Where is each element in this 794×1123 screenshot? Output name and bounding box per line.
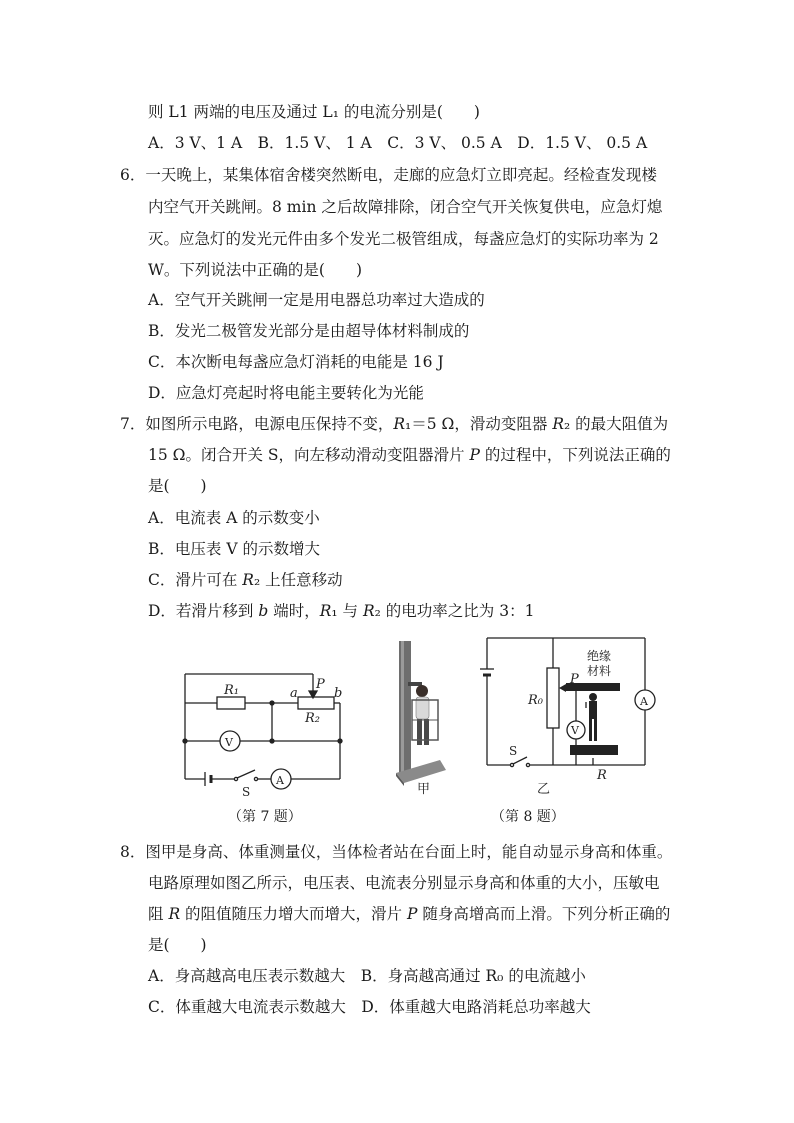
q6-option-d: D．应急灯亮起时将电能主要转化为光能 — [148, 384, 424, 402]
fig8-circuit — [480, 638, 655, 767]
q6-option-c: C．本次断电每盏应急灯消耗的电能是 16 J — [148, 353, 444, 371]
q7-option-b: B．电压表 V 的示数增大 — [148, 540, 320, 558]
fig8-label-jia: 甲 — [417, 782, 431, 797]
q6-stem-line3: 灭。应急灯的发光元件由多个发光二极管组成，每盏应急灯的实际功率为 2 — [148, 230, 659, 248]
q8-stem-line1: 8．图甲是身高、体重测量仪，当体检者站在台面上时，能自动显示身高和体重。 — [120, 843, 673, 861]
q6-stem-line4: W。下列说法中正确的是( ) — [148, 261, 363, 279]
q7-stem-line1: 7．如图所示电路，电源电压保持不变，R₁＝5 Ω，滑动变阻器 R₂ 的最大阻值为 — [120, 415, 669, 433]
fig8-label-insulation-1: 绝缘 — [587, 649, 612, 663]
q7-option-d: D．若滑片移到 b 端时，R₁ 与 R₂ 的电功率之比为 3：1 — [148, 602, 535, 620]
fig8-label-v: V — [571, 724, 579, 737]
fig7-r1-resistor — [217, 697, 245, 709]
q5-options: A．3 V、1 A B．1.5 V、 1 A C．3 V、 0.5 A D．1.5 V、 0.5 A — [148, 134, 648, 152]
fig7-label-a-meter: A — [276, 774, 284, 787]
q8-options-cd: C．体重越大电流表示数越大 D．体重越大电路消耗总功率越大 — [148, 998, 591, 1016]
fig8-device-photo — [396, 641, 446, 786]
q8-options-ab: A．身高越高电压表示数越大 B．身高越高通过 R₀ 的电流越小 — [148, 967, 586, 985]
fig8-label-r: R — [597, 768, 607, 783]
q8-stem-line3: 阻 R 的阻值随压力增大而增大，滑片 P 随身高增高而上滑。下列分析正确的 — [148, 905, 671, 923]
fig8-label-insulation-2: 材料 — [587, 664, 612, 678]
q8-stem-line4: 是( ) — [148, 936, 207, 954]
fig8-caption: （第 8 题） — [491, 809, 565, 825]
fig7-label-s: S — [242, 785, 251, 799]
fig7-switch-blade — [237, 770, 255, 778]
fig7-label-a: a — [290, 686, 298, 701]
q6-option-a: A．空气开关跳闸一定是用电器总功率过大造成的 — [148, 291, 485, 309]
fig8-label-r0: R₀ — [528, 693, 543, 708]
fig7-r2-rheostat — [298, 697, 334, 709]
fig8-label-p: P — [570, 672, 579, 687]
q8-stem-line2: 电路原理如图乙所示，电压表、电流表分别显示身高和体重的大小，压敏电 — [148, 874, 660, 892]
fig8-label-s: S — [509, 744, 518, 758]
fig8-switch-blade — [513, 757, 527, 764]
figures-svg — [0, 630, 794, 830]
fig7-label-r1: R₁ — [224, 683, 239, 698]
fig7-label-b: b — [334, 686, 343, 701]
fig8-pressure-plate — [570, 745, 618, 755]
fig8-label-a-meter: A — [640, 695, 648, 708]
fig8-r0-resistor — [547, 668, 559, 728]
q5-stem-tail: 则 L1 两端的电压及通过 L₁ 的电流分别是( ) — [148, 103, 480, 121]
q7-option-a: A．电流表 A 的示数变小 — [148, 509, 320, 527]
fig8-slider-arrow — [559, 684, 566, 692]
q7-stem-line3: 是( ) — [148, 477, 207, 495]
fig8-person-figure — [589, 693, 597, 741]
q6-option-b: B．发光二极管发光部分是由超导体材料制成的 — [148, 322, 470, 340]
fig7-caption: （第 7 题） — [228, 809, 302, 825]
figures-row — [0, 630, 794, 830]
fig7-label-v: V — [225, 736, 233, 749]
q6-stem-line2: 内空气开关跳闸。8 min 之后故障排除，闭合空气开关恢复供电，应急灯熄 — [148, 198, 663, 216]
q7-stem-line2: 15 Ω。闭合开关 S，向左移动滑动变阻器滑片 P 的过程中，下列说法正确的 — [148, 446, 671, 464]
fig8-label-yi: 乙 — [537, 782, 551, 797]
q6-stem-line1: 6．一天晚上，某集体宿舍楼突然断电，走廊的应急灯立即亮起。经检查发现楼 — [120, 166, 657, 184]
fig7-label-r2: R₂ — [305, 711, 320, 726]
fig7-label-p: P — [316, 677, 325, 692]
q7-option-c: C．滑片可在 R₂ 上任意移动 — [148, 571, 343, 589]
